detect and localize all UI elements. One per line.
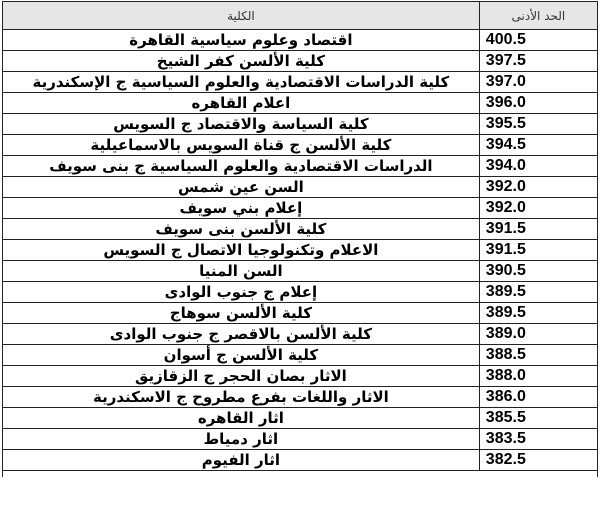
table-row	[3, 324, 598, 345]
min-score-cell: 383.5	[479, 429, 597, 450]
min-score-cell: 388.0	[479, 366, 597, 387]
table-row	[3, 135, 598, 156]
table-row	[3, 450, 598, 471]
min-score-cell: 400.5	[479, 30, 597, 51]
college-cell: كلية الألسن بالاقصر ج جنوب الوادى	[3, 324, 480, 345]
minimum-scores-table	[2, 1, 598, 471]
min-score-cell: 389.5	[479, 303, 597, 324]
min-score-cell: 389.0	[479, 324, 597, 345]
min-score-cell: 397.0	[479, 72, 597, 93]
college-cell: اعلام القاهره	[3, 93, 480, 114]
min-score-cell: 388.5	[479, 345, 597, 366]
min-score-cell: 386.0	[479, 387, 597, 408]
college-cell: إعلام ج جنوب الوادى	[3, 282, 480, 303]
min-score-cell: 396.0	[479, 93, 597, 114]
min-score-cell: 385.5	[479, 408, 597, 429]
table-continuation	[2, 471, 598, 477]
college-cell: الاثار بصان الحجر ج الزقازيق	[3, 366, 480, 387]
table-row	[3, 429, 598, 450]
min-score-cell: 397.5	[479, 51, 597, 72]
college-cell: كلية الدراسات الاقتصادية والعلوم السياسية ج الإسكندرية	[3, 72, 480, 93]
table-row	[3, 93, 598, 114]
min-score-cell: 391.5	[479, 219, 597, 240]
college-cell: إعلام بني سويف	[3, 198, 480, 219]
college-cell: كلية الألسن كفر الشيخ	[3, 51, 480, 72]
table-row	[3, 366, 598, 387]
college-cell: كلية الألسن ج أسوان	[3, 345, 480, 366]
min-score-cell: 395.5	[479, 114, 597, 135]
min-score-cell: 391.5	[479, 240, 597, 261]
college-cell: كلية الألسن ج قناة السويس بالاسماعيلية	[3, 135, 480, 156]
min-score-cell: 382.5	[479, 450, 597, 471]
table-row	[3, 282, 598, 303]
table-row	[3, 240, 598, 261]
min-score-cell: 389.5	[479, 282, 597, 303]
college-cell: الاثار واللغات بفرع مطروح ج الاسكندرية	[3, 387, 480, 408]
college-cell: اقتصاد وعلوم سياسية القاهرة	[3, 30, 480, 51]
table-row	[3, 177, 598, 198]
header-college: الكلية	[3, 2, 480, 30]
table-row	[3, 261, 598, 282]
scores-table-container	[2, 1, 598, 477]
table-row	[3, 51, 598, 72]
college-cell: كلية السياسة والاقتصاد ج السويس	[3, 114, 480, 135]
college-cell: اثار دمياط	[3, 429, 480, 450]
table-row	[3, 219, 598, 240]
table-header-row	[3, 2, 598, 30]
table-row	[3, 72, 598, 93]
min-score-cell: 392.0	[479, 198, 597, 219]
table-row	[3, 198, 598, 219]
college-cell: اثار الفيوم	[3, 450, 480, 471]
table-row	[3, 30, 598, 51]
college-cell: الدراسات الاقتصادية والعلوم السياسية ج بنى سويف	[3, 156, 480, 177]
college-cell: كلية الألسن سوهاج	[3, 303, 480, 324]
min-score-cell: 392.0	[479, 177, 597, 198]
header-min-score: الحد الأدنى	[479, 2, 597, 30]
college-cell: الاعلام وتكنولوجيا الاتصال ج السويس	[3, 240, 480, 261]
table-body	[3, 30, 598, 471]
table-row	[3, 345, 598, 366]
college-cell: السن المنيا	[3, 261, 480, 282]
table-row	[3, 114, 598, 135]
table-row	[3, 156, 598, 177]
table-row	[3, 408, 598, 429]
college-cell: السن عين شمس	[3, 177, 480, 198]
college-cell: اثار القاهره	[3, 408, 480, 429]
college-cell: كلية الألسن بنى سويف	[3, 219, 480, 240]
min-score-cell: 394.0	[479, 156, 597, 177]
table-row	[3, 303, 598, 324]
min-score-cell: 390.5	[479, 261, 597, 282]
min-score-cell: 394.5	[479, 135, 597, 156]
table-row	[3, 387, 598, 408]
